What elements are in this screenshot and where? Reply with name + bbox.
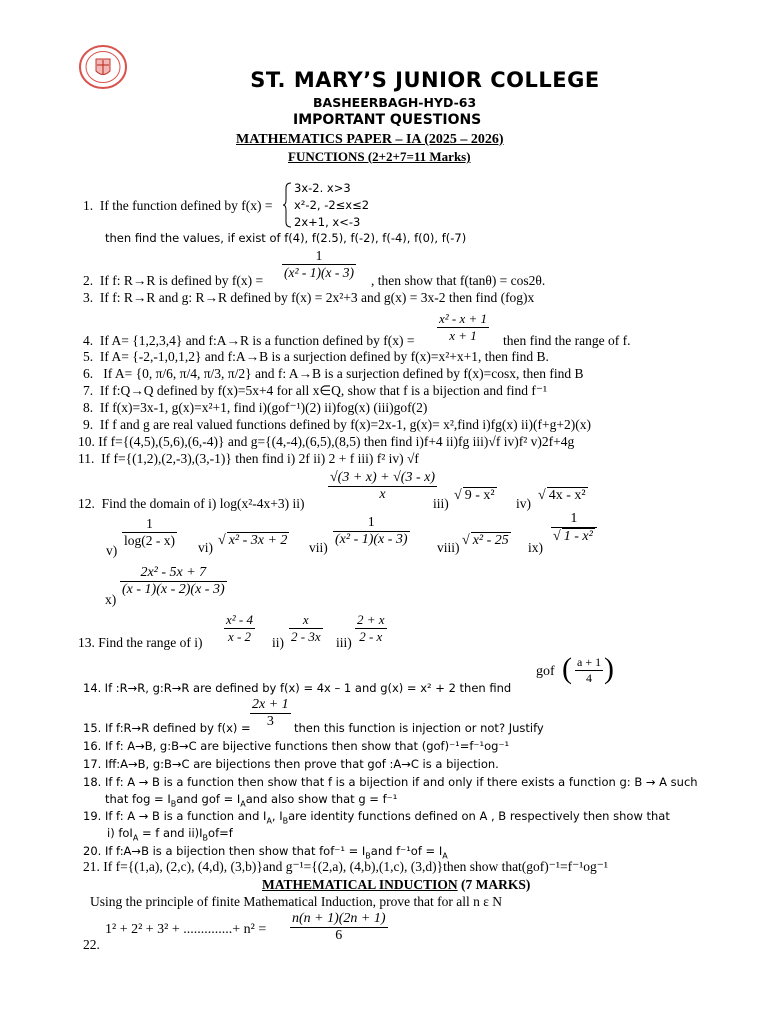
fraction (290, 911, 388, 944)
question-text: If f(x)=3x-1, g(x)=x²+1, find i)(gof⁻¹)(2) ii)fog(x) (iii)gof(2) (99, 400, 428, 415)
numerator: √(3 + x) + √(3 - x) (330, 470, 435, 485)
fraction (224, 612, 255, 645)
question-text: Iff:A→B, g:B→C are bijections then prove that gof :A→C is a bijection. (104, 757, 499, 771)
question-text: If A= {0, π/6, π/4, π/3, π/2} and f: A→B is a surjection defined by f(x)=cosx, then find B (103, 366, 584, 381)
question-text: If f={(1,2),(2,-3),(3,-1)} then find i) 2f ii) 2 + f iii) f² iv) √f (101, 451, 419, 466)
question-number: 2. (83, 273, 94, 288)
denominator: (x² - 1)(x - 3) (335, 532, 408, 547)
college-name: ST. MARY’S JUNIOR COLLEGE (250, 68, 600, 92)
radicand: 4x - x² (548, 488, 586, 503)
part-label: x) (105, 592, 117, 607)
denominator: 2 - x (359, 629, 383, 644)
question-10 (78, 434, 574, 450)
left-brace-icon (283, 182, 293, 228)
denominator: (x² - 1)(x - 3) (284, 265, 355, 280)
topic-title: FUNCTIONS (2+2+7=11 Marks) (288, 149, 471, 164)
question-14 (83, 680, 511, 696)
numerator: 1 (333, 515, 410, 532)
question-4 (83, 333, 415, 349)
fraction (120, 565, 227, 598)
fraction (122, 516, 177, 549)
question-17 (83, 757, 499, 771)
numerator: 1 (282, 248, 356, 265)
fraction (328, 470, 437, 503)
question-text: If f={(4,5),(5,6),(6,-4)} and g={(4,-4),(6,5),(8,5) then find i)f+4 ii)fg iii)√f iv)f² v)2f+4g (98, 434, 575, 449)
fraction (282, 248, 356, 281)
question-number: 7. (83, 383, 94, 398)
question-text: If f: A → B is a function then show that f is a bijection if and only if there exists a function g: B → A such (104, 775, 698, 789)
denominator: 3 (266, 714, 274, 729)
question-number: 1. (83, 198, 94, 213)
right-paren-icon: ) (604, 652, 614, 685)
numerator: n(n + 1)(2n + 1) (292, 911, 386, 926)
denominator: 6 (335, 928, 343, 943)
induction-lhs: 1² + 2² + 3² + ..............+ n² = (105, 922, 267, 937)
question-2 (83, 273, 263, 289)
part-label: ii) (272, 635, 284, 650)
heading: IMPORTANT QUESTIONS (293, 112, 482, 128)
denominator: (x - 1)(x - 2)(x - 3) (122, 582, 225, 597)
question-text: If f: R→R and g: R→R defined by f(x) = 2x²+3 and g(x) = 3x-2 then find (fog)x (99, 290, 535, 305)
question-number: 15. (83, 721, 102, 735)
question-20: 20. If f:A→B is a bijection then show that $fof^{-1} = I_Band$ $f^{-1}of = I_A$ (83, 844, 448, 861)
numerator: x² - 4 (226, 612, 253, 627)
question-11 (78, 451, 419, 467)
question-4-tail: then find the range of f. (503, 333, 631, 348)
radicand: x² - 25 (472, 533, 509, 548)
section-title: MATHEMATICAL INDUCTION (7 MARKS) (262, 877, 531, 892)
part-label: v) (106, 543, 118, 558)
denominator: √ 1 - x² (553, 529, 593, 544)
question-text: If A= {-2,-1,0,1,2} and f:A→B is a surjection defined by f(x)=x²+x+1, then find B. (99, 349, 549, 364)
paper-title: MATHEMATICS PAPER – IA (2025 – 2026) (236, 132, 504, 147)
question-number: 8. (83, 400, 94, 415)
question-13 (78, 635, 202, 651)
part-label: vii) (309, 540, 328, 555)
question-text: If f:Q→Q defined by f(x)=5x+4 for all x∈Q, show that f is a bijection and find f⁻¹ (99, 383, 548, 398)
fraction (575, 655, 603, 686)
question-5 (83, 349, 549, 365)
question-text: If f and g are real valued functions defined by f(x)=2x-1, g(x)= x²,find i)fg(x) ii)(f+g+2)(x) (99, 417, 591, 432)
part-label: viii) (437, 540, 460, 555)
question-text: If f: R→R is defined by f(x) = (99, 273, 264, 288)
radicand: 9 - x² (464, 488, 495, 503)
question-number: 14. (83, 681, 102, 695)
radicand: 1 - x² (563, 529, 593, 544)
denominator: log(2 - x) (124, 533, 175, 548)
radical: √ x² - 25 (462, 533, 509, 548)
question-number: 16. (83, 739, 102, 753)
numerator: 2 + x (357, 612, 385, 627)
numerator: 2x + 1 (252, 697, 289, 712)
question-15-tail: then this function is injection or not? Justify (294, 721, 544, 735)
question-19-continued: i) foI$_A$ = f and $ii)I_Bof=f$ (107, 826, 233, 843)
question-7 (83, 383, 547, 399)
fraction (437, 311, 489, 344)
part-label: iii) (336, 635, 352, 650)
part-label: iii) (433, 496, 449, 511)
question-15 (83, 721, 251, 735)
question-1-continued: then find the values, if exist of f(4), f(2.5), f(-2), f(-4), f(0), f(-7) (105, 231, 467, 245)
question-18-continued: that fog = $I_Band$ gof = $I_Aand$ also show that g = f⁻¹ (105, 792, 398, 809)
fraction (289, 612, 323, 645)
radical: √ x² - 3x + 2 (218, 533, 288, 548)
question-12 (78, 496, 305, 512)
question-6 (83, 366, 584, 382)
numerator: a + 1 (577, 655, 602, 669)
fraction (355, 612, 387, 645)
induction-intro: Using the principle of finite Mathematical Induction, prove that for all n ε N (90, 894, 503, 909)
radicand: x² - 3x + 2 (228, 533, 288, 548)
question-number: 5. (83, 349, 94, 364)
denominator: x (379, 487, 386, 502)
radical: √ 9 - x² (454, 488, 495, 503)
numerator: x (289, 612, 323, 629)
gof-label: gof (536, 664, 555, 679)
question-21 (83, 859, 608, 875)
question-number: 20. (83, 844, 102, 858)
question-text: Find the range of i) (98, 635, 203, 650)
question-text: If the function defined by f(x) = (99, 198, 273, 213)
question-22-number: 22. (83, 937, 100, 952)
question-number: 3. (83, 290, 94, 305)
question-text: If f={(1,a), (2,c), (4,d), (3,b)}and g⁻¹={(2,a), (4,b),(1,c), (3,d)}then show that(gof)⁻¹=f⁻¹og⁻¹ (103, 859, 608, 874)
fraction (551, 511, 597, 545)
question-text: If f:R→R defined by f(x) = (104, 721, 251, 735)
question-19: 19. If f: A → B is a function and $I_A$, $I_Bare$ identity functions defined on A , B respectively then show that (83, 809, 670, 826)
case-2: x²-2, -2≤x≤2 (294, 198, 370, 212)
numerator: x² - x + 1 (439, 311, 488, 326)
question-2-tail: , then show that f(tanθ) = cos2θ. (371, 273, 546, 288)
part-label: vi) (198, 540, 213, 555)
numerator: 1 (122, 516, 177, 533)
denominator: 4 (586, 671, 593, 685)
question-8 (83, 400, 427, 416)
question-1 (83, 198, 272, 214)
part-label: iv) (516, 496, 531, 511)
question-number: 10. (78, 434, 95, 449)
question-number: 13. (78, 635, 95, 650)
denominator: x - 2 (227, 629, 252, 644)
question-number: 18. (83, 775, 102, 789)
question-number: 12. (78, 496, 95, 511)
numerator: 1 (551, 511, 597, 528)
question-3 (83, 290, 534, 306)
question-number: 21. (83, 859, 100, 874)
denominator: x + 1 (449, 328, 477, 343)
question-number: 17. (83, 757, 102, 771)
question-number: 4. (83, 333, 94, 348)
part-label: ix) (528, 540, 543, 555)
denominator: 2 - 3x (291, 629, 321, 644)
fraction (250, 697, 291, 730)
question-text: If :R→R, g:R→R are defined by f(x) = 4x – 1 and g(x) = x² + 2 then find (104, 681, 512, 695)
left-paren-icon: ( (562, 652, 572, 685)
question-text: If A= {1,2,3,4} and f:A→R is a function defined by f(x) = (99, 333, 415, 348)
radical: √ 4x - x² (538, 488, 586, 503)
question-18 (83, 775, 698, 789)
numerator: 2x² - 5x + 7 (120, 565, 227, 582)
question-number: 11. (78, 451, 95, 466)
case-1: 3x-2. x>3 (294, 181, 351, 195)
question-text: Find the domain of i) log(x²-4x+3) ii) (101, 496, 305, 511)
question-number: 9. (83, 417, 94, 432)
question-number: 19. (83, 809, 102, 823)
question-text: If f: A→B, g:B→C are bijective functions then show that (gof)⁻¹=f⁻¹og⁻¹ (104, 739, 510, 753)
question-9 (83, 417, 591, 433)
case-3: 2x+1, x<-3 (294, 215, 361, 229)
fraction (333, 515, 410, 548)
question-number: 6. (83, 366, 94, 381)
college-address: BASHEERBAGH-HYD-63 (313, 95, 477, 110)
question-16 (83, 739, 509, 753)
